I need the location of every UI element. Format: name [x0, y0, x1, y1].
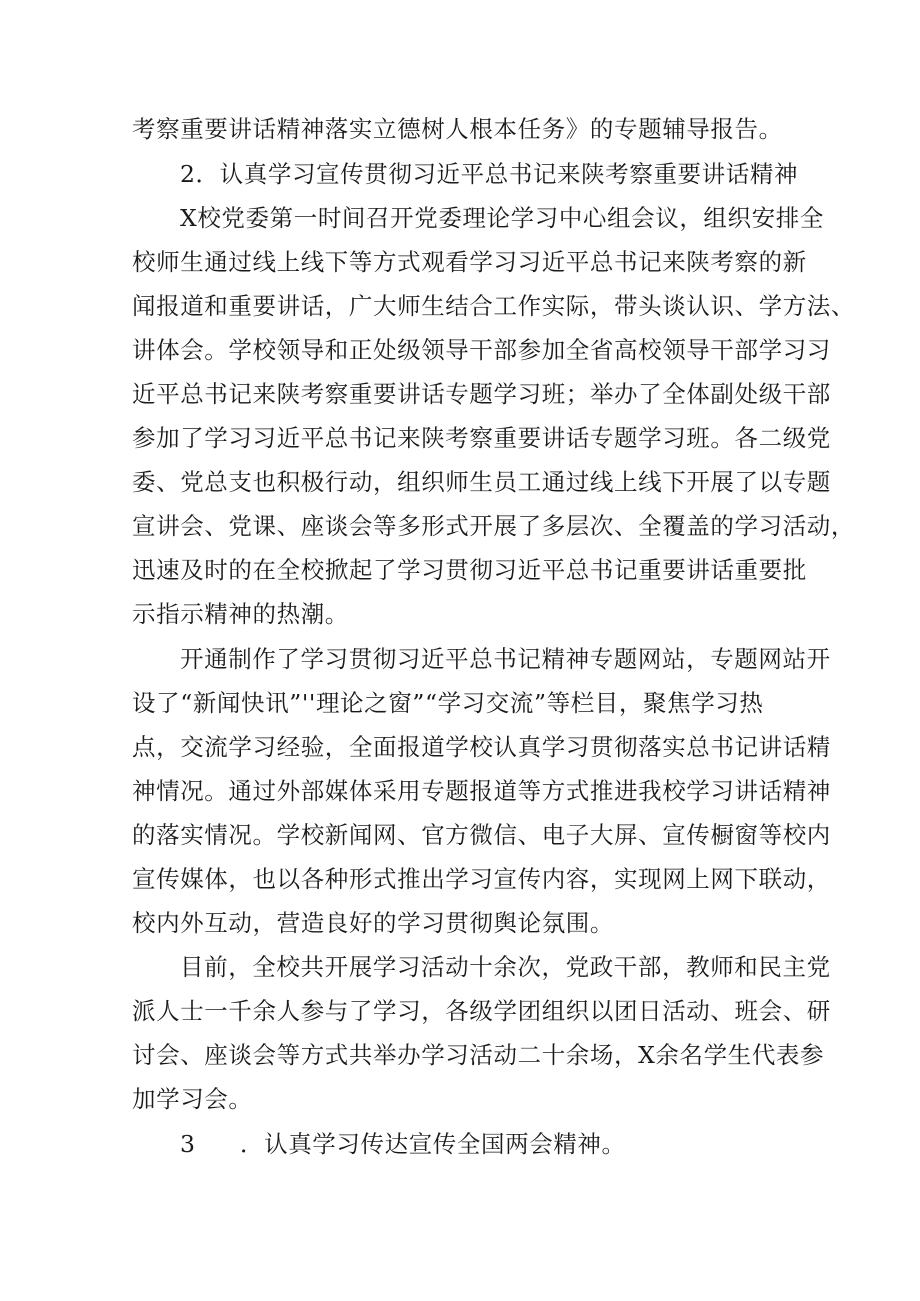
text-line: 的落实情况。学校新闻网、官方微信、电子大屏、宣传橱窗等校内	[132, 821, 831, 849]
text-line: 讨会、座谈会等方式共举办学习活动二十余场，X余名学生代表参	[132, 1041, 825, 1069]
text-line: 参加了学习习近平总书记来陕考察重要讲话专题学习班。各二级党	[132, 424, 831, 452]
text-line: 近平总书记来陕考察重要讲话专题学习班；举办了全体副处级干部	[132, 380, 831, 408]
section-heading-3	[180, 1127, 626, 1161]
text-line: 目前，全校共开展学习活动十余次，党政干部，教师和民主党	[180, 953, 831, 981]
section-number: 3	[180, 1130, 196, 1158]
text-line: 闻报道和重要讲话，广大师生结合工作实际，带头谈认识、学方法、	[132, 292, 855, 320]
text-line: 宣传媒体，也以各种形式推出学习宣传内容，实现网上网下联动，	[132, 865, 831, 893]
text-line: 委、党总支也积极行动，组织师生员工通过线上线下开展了以专题	[132, 468, 831, 496]
text-line: 校内外互动，营造良好的学习贯彻舆论氛围。	[132, 909, 614, 937]
text-line: X校党委第一时间召开党委理论学习中心组会议，组织安排全	[180, 204, 824, 232]
text-line: 宣讲会、党课、座谈会等多形式开展了多层次、全覆盖的学习活动，	[132, 512, 855, 540]
text-line: 开通制作了学习贯彻习近平总书记精神专题网站，专题网站开	[180, 645, 831, 673]
text-line: 讲体会。学校领导和正处级领导干部参加全省高校领导干部学习习	[132, 336, 831, 364]
text-line: 神情况。通过外部媒体采用专题报道等方式推进我校学习讲话精神	[132, 777, 831, 805]
section-heading-2: 2．认真学习宣传贯彻习近平总书记来陕考察重要讲话精神	[180, 160, 799, 188]
text-line: 设了“新闻快讯”''理论之窗”“学习交流”等栏目，聚焦学习热	[132, 689, 764, 717]
text-line: 校师生通过线上线下等方式观看学习习近平总书记来陕考察的新	[132, 248, 807, 276]
text-line: 加学习会。	[132, 1085, 253, 1113]
section-heading-text: ．认真学习传达宣传全国两会精神。	[240, 1130, 626, 1158]
text-line: 派人士一千余人参与了学习，各级学团组织以团日活动、班会、研	[132, 997, 831, 1025]
text-line: 考察重要讲话精神落实立德树人根本任务》的专题辅导报告。	[132, 115, 783, 143]
text-line: 示指示精神的热潮。	[132, 600, 349, 628]
text-line: 迅速及时的在全校掀起了学习贯彻习近平总书记重要讲话重要批	[132, 556, 807, 584]
text-line: 点，交流学习经验，全面报道学校认真学习贯彻落实总书记讲话精	[132, 733, 831, 761]
